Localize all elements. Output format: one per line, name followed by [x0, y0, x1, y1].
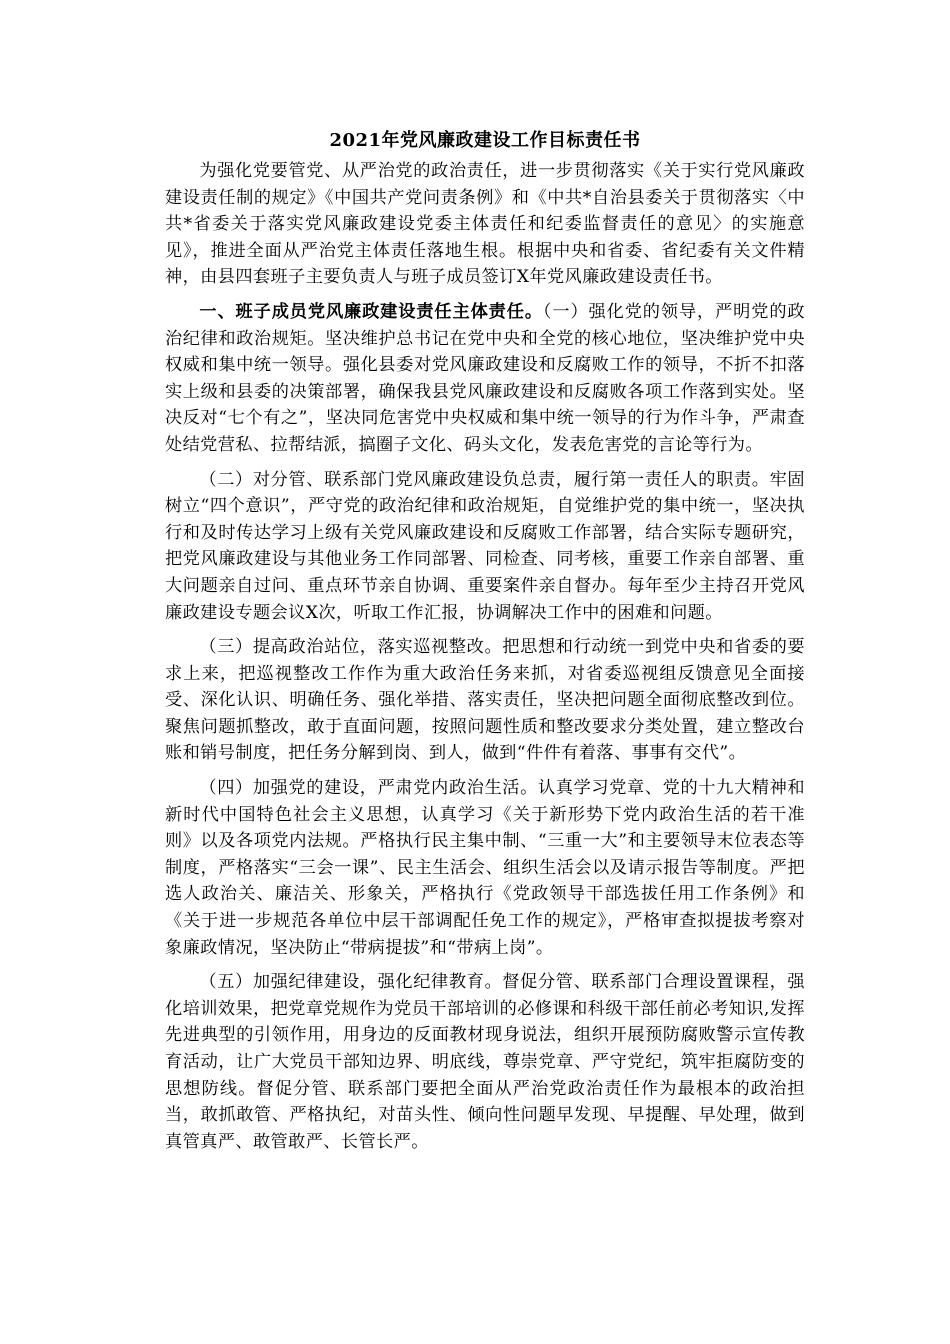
section-1-heading: 一、班子成员党风廉政建设责任主体责任。 [199, 301, 543, 322]
paragraph-4: （四）加强党的建设，严肃党内政治生活。认真学习党章、党的十九大精神和新时代中国特色社会主义思想，认真学习《关于新形势下党内政治生活的若干准则》以及各项党内法规。严格执行民主集中制、“三重一大”和主要领导末位表态等制度，严格落实“三会一课”、民主生活会、组织生活会以及请示报告等制度。严把选人政治关、廉洁关、形象关，严格执行《党政领导干部选拔任用工作条例》和《关于进一步规范各单位中层干部调配任免工作的规定》，严格审查拟提拔考察对象廉政情况，坚决防止“带病提拔”和“带病上岗”。 [165, 778, 805, 958]
document-page [165, 128, 805, 1163]
document-title: 2021年党风廉政建设工作目标责任书 [329, 130, 641, 151]
paragraph-2: （二）对分管、联系部门党风廉政建设负总责，履行第一责任人的职责。牢固树立“四个意识”，严守党的政治纪律和政治规矩，自觉维护党的集中统一，坚决执行和及时传达学习上级有关党风廉政建设和反腐败工作部署，结合实际专题研究，把党风廉政建设与其他业务工作同部署、同检查、同考核，重要工作亲自部署、重大问题亲自过问、重点环节亲自协调、重要案件亲自督办。每年至少主持召开党风廉政建设专题会议X次，听取工作汇报，协调解决工作中的困难和问题。 [165, 469, 805, 623]
paragraph-3: （三）提高政治站位，落实巡视整改。把思想和行动统一到党中央和省委的要求上来，把巡视整改工作作为重大政治任务来抓，对省委巡视组反馈意见全面接受、深化认识、明确任务、强化举措、落实责任，坚决把问题全面彻底整改到位。聚焦问题抓整改，敢于直面问题，按照问题性质和整改要求分类处置，建立整改台账和销号制度，把任务分解到岗、到人，做到“件件有着落、事事有交代”。 [165, 637, 805, 764]
intro-paragraph: 为强化党要管党、从严治党的政治责任，进一步贯彻落实《关于实行党风廉政建设责任制的规定》《中国共产党问责条例》和《中共*自治县委关于贯彻落实〈中共*省委关于落实党风廉政建设党委主体责任和纪委监督责任的意见〉的实施意见》，推进全面从严治党主体责任落地生根。根据中央和省委、省纪委有关文件精神，由县四套班子主要负责人与班子成员签订X年党风廉政建设责任书。 [165, 161, 805, 288]
section-1-text: （一）强化党的领导，严明党的政治纪律和政治规矩。坚决维护总书记在党中央和全党的核心地位，坚决维护党中央权威和集中统一领导。强化县委对党风廉政建设和反腐败工作的领导，不折不扣落实上级和县委的决策部署，确保我县党风廉政建设和反腐败各项工作落到实处。坚决反对“七个有之”，坚决同危害党中央权威和集中统一领导的行为作斗争，严肃查处结党营私、拉帮结派，搞圈子文化、码头文化，发表危害党的言论等行为。 [165, 301, 806, 455]
section-1-paragraph [165, 299, 805, 459]
paragraph-5: （五）加强纪律建设，强化纪律教育。督促分管、联系部门合理设置课程，强化培训效果，把党章党规作为党员干部培训的必修课和科级干部任前必考知识,发挥先进典型的引领作用，用身边的反面教材现身说法，组织开展预防腐败警示宣传教育活动，让广大党员干部知边界、明底线，尊崇党章、严守党纪，筑牢拒腐防变的思想防线。督促分管、联系部门要把全面从严治党政治责任作为最根本的政治担当，敢抓敢管、严格执纪，对苗头性、倾向性问题早发现、早提醒、早处理，做到真管真严、敢管敢严、长管长严。 [165, 972, 805, 1152]
